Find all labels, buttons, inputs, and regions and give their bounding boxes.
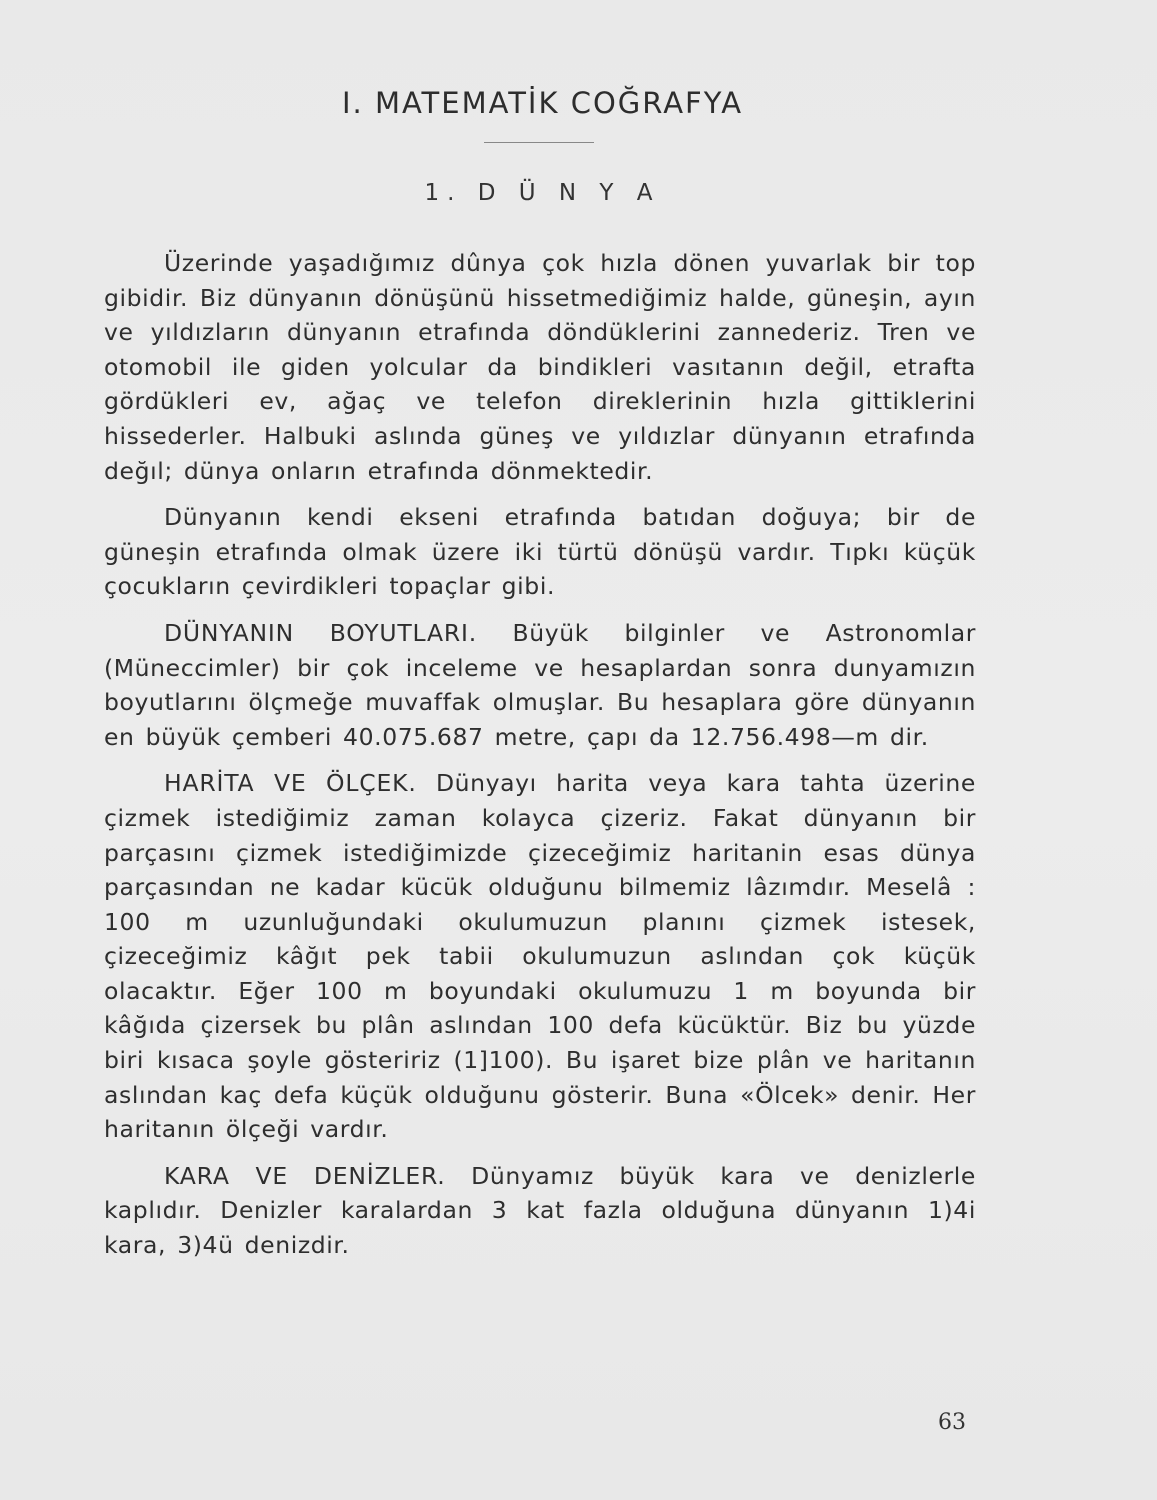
paragraph-land-sea — [104, 1159, 976, 1263]
title-divider — [484, 142, 594, 143]
section-title: 1. D Ü N Y A — [424, 180, 661, 206]
paragraph-lead: KARA VE DENİZLER. — [164, 1161, 446, 1190]
paragraph-lead: DÜNYANIN BOYUTLARI. — [164, 618, 477, 647]
paragraph-text: Dünyanın kendi ekseni etrafında batıdan doğuya; bir de güneşin etrafında olmak üzere iki türtü dönüşü vardır. Tıpkı küçük çocukların çevirdikleri topaçlar gibi. — [104, 503, 976, 601]
chapter-title: I. MATEMATİK COĞRAFYA — [341, 86, 744, 120]
paragraph-lead: HARİTA VE ÖLÇEK. — [164, 769, 417, 798]
paragraph-text: Dünyamız büyük kara ve denizlerle kaplıdır. Denizler karalardan 3 kat fazla olduğuna dünyanın 1)4i kara, 3)4ü denizdir. — [104, 1161, 976, 1260]
paragraph-map-scale — [104, 766, 976, 1147]
paragraph-dimensions — [104, 616, 976, 754]
page-number: 63 — [938, 1410, 966, 1435]
paragraph-rotation — [104, 500, 976, 604]
paragraph-intro — [104, 246, 976, 488]
paragraph-text: Üzerinde yaşadığımız dûnya çok hızla dönen yuvarlak bir top gibidir. Biz dünyanın dönüşünü hissetmediğimiz halde, güneşin, ayın ve yıldızların dünyanın etrafında döndüklerini zannederiz. Tren ve otomobil ile giden yolcular da bindikleri vasıtanın değil, etrafta gördükleri ev, ağaç ve telefon direklerinin hızla gittiklerini hissederler. Halbuki aslında güneş ve yıldızlar dünyanın etrafında değıl; dünya onların etrafında dönmektedir. — [104, 249, 976, 485]
body-text — [104, 246, 976, 1275]
paragraph-text: Büyük bilginler ve Astronomlar (Müneccimler) bir çok inceleme ve hesaplardan sonra dunyamızın boyutlarını ölçmeğe muvaffak olmuşlar. Bu hesaplara göre dünyanın en büyük çemberi 40.075.687 metre, çapı da 12.756.498—m dir. — [104, 618, 976, 751]
paragraph-text: Dünyayı harita veya kara tahta üzerine çizmek istediğimiz zaman kolayca çizeriz. Fakat dünyanın bir parçasını çizmek istediğimizde çizeceğimiz haritanin esas dünya parçasından ne kadar kücük olduğunu bilmemiz lâzımdır. Meselâ : 100 m uzunluğundaki okulumuzun planını çizmek istesek, çizeceğimiz kâğıt pek tabii okulumuzun aslından çok küçük olacaktır. Eğer 100 m boyundaki okulumuzu 1 m boyunda bir kâğıda çizersek bu plân aslından 100 defa kücüktür. Biz bu yüzde biri kısaca şoyle gösteririz (1]100). Bu işaret bize plân ve haritanın aslından kaç defa küçük olduğunu gösterir. Buna «Ölcek» denir. Her haritanın ölçeği vardır. — [104, 769, 976, 1144]
